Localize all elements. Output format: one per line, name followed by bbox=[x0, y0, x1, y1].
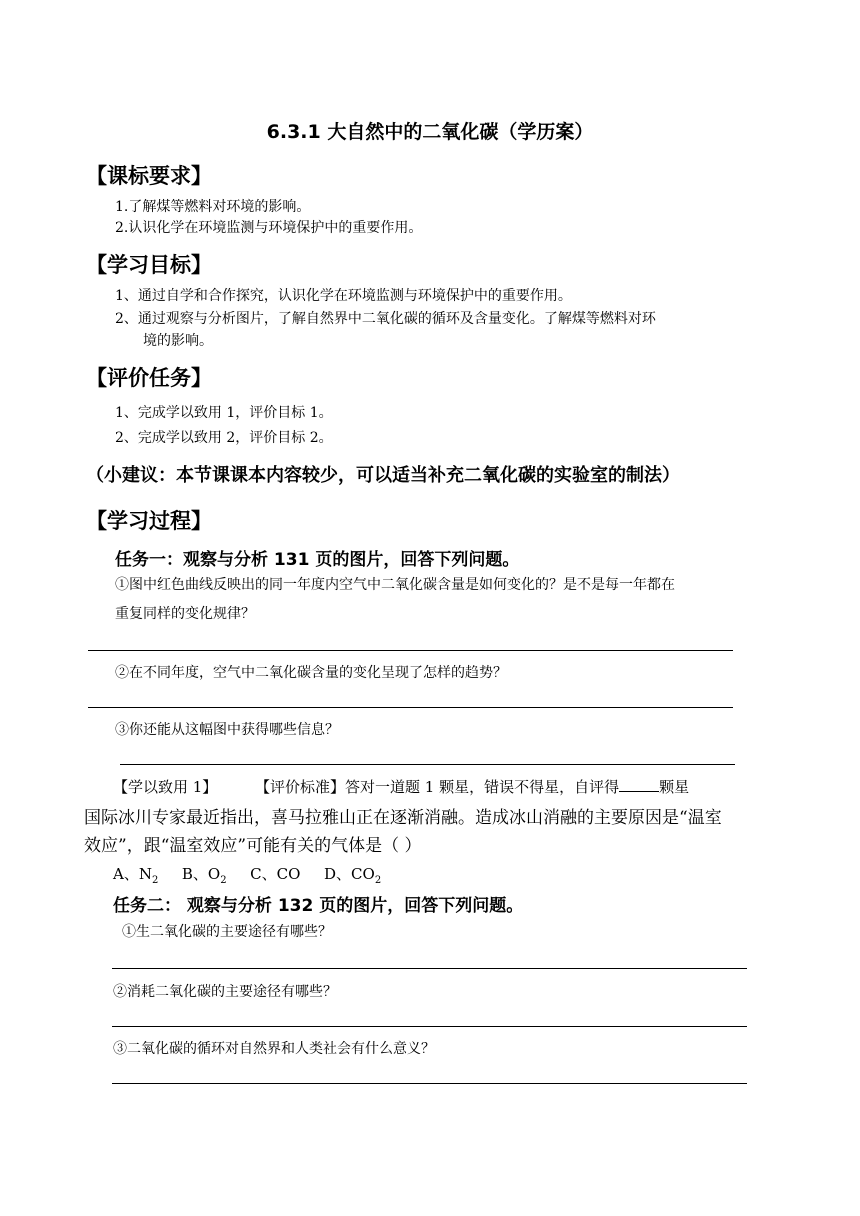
task1-question-2: ②在不同年度，空气中二氧化碳含量的变化呈现了怎样的趋势？ bbox=[115, 665, 507, 681]
task2-question-1: ①生二氧化碳的主要途径有哪些？ bbox=[122, 924, 332, 940]
process-heading: 【学习过程】 bbox=[86, 509, 212, 533]
criteria-text: 【评价标准】答对一道题 1 颗星，错误不得星，自评得 bbox=[255, 778, 620, 796]
goal-item: 1、通过自学和合作探究，认识化学在环境监测与环境保护中的重要作用。 bbox=[115, 288, 572, 304]
option-d: D、$CO_2$ bbox=[324, 865, 382, 886]
apply1-question-continued: 效应”，跟“温室效应”可能有关的气体是（ ） bbox=[84, 836, 422, 856]
answer-line bbox=[112, 968, 747, 969]
standard-item: 2.认识化学在环境监测与环境保护中的重要作用。 bbox=[115, 220, 423, 236]
goal-item-continued: 境的影响。 bbox=[143, 333, 213, 349]
criteria-suffix: 颗星 bbox=[659, 778, 690, 796]
standard-item: 1.了解煤等燃料对环境的影响。 bbox=[115, 199, 311, 215]
answer-line bbox=[112, 1026, 747, 1027]
option-b: B、$O_2$ bbox=[181, 865, 227, 886]
task1-question-3: ③你还能从这幅图中获得哪些信息？ bbox=[115, 722, 339, 738]
page-title: 6.3.1 大自然中的二氧化碳（学历案） bbox=[266, 121, 594, 143]
self-score-blank[interactable] bbox=[619, 777, 659, 792]
answer-line bbox=[112, 1083, 747, 1084]
option-a: A、$N_2$ bbox=[113, 865, 159, 886]
option-c: C、CO bbox=[250, 865, 301, 883]
task2-heading: 任务二： 观察与分析 132 页的图片，回答下列问题。 bbox=[113, 896, 524, 916]
task2-question-2: ②消耗二氧化碳的主要途径有哪些？ bbox=[113, 984, 337, 1000]
answer-line bbox=[88, 650, 733, 651]
suggestion-note: （小建议：本节课课本内容较少，可以适当补充二氧化碳的实验室的制法） bbox=[86, 465, 680, 486]
apply1-label-text: 【学以致用 1】 bbox=[113, 778, 218, 796]
task1-question-1: ①图中红色曲线反映出的同一年度内空气中二氧化碳含量是如何变化的？是不是每一年都在 bbox=[115, 577, 675, 593]
apply1-options bbox=[113, 863, 381, 886]
task2-question-3: ③二氧化碳的循环对自然界和人类社会有什么意义？ bbox=[113, 1041, 435, 1057]
task-item: 2、完成学以致用 2，评价目标 2。 bbox=[115, 430, 333, 446]
goals-heading: 【学习目标】 bbox=[86, 253, 212, 277]
task1-question-1-continued: 重复同样的变化规律？ bbox=[115, 606, 255, 622]
tasks-heading: 【评价任务】 bbox=[86, 366, 212, 390]
goal-item: 2、通过观察与分析图片，了解自然界中二氧化碳的循环及含量变化。了解煤等燃料对环 bbox=[115, 311, 656, 327]
standards-heading: 【课标要求】 bbox=[86, 164, 212, 188]
answer-line bbox=[88, 707, 733, 708]
answer-line bbox=[120, 764, 735, 765]
apply1-criteria bbox=[255, 776, 689, 797]
task1-heading: 任务一：观察与分析 131 页的图片，回答下列问题。 bbox=[115, 550, 520, 570]
apply1-question: 国际冰川专家最近指出，喜马拉雅山正在逐渐消融。造成冰山消融的主要原因是“温室 bbox=[84, 808, 722, 828]
apply1-label bbox=[113, 776, 217, 797]
task-item: 1、完成学以致用 1，评价目标 1。 bbox=[115, 405, 333, 421]
